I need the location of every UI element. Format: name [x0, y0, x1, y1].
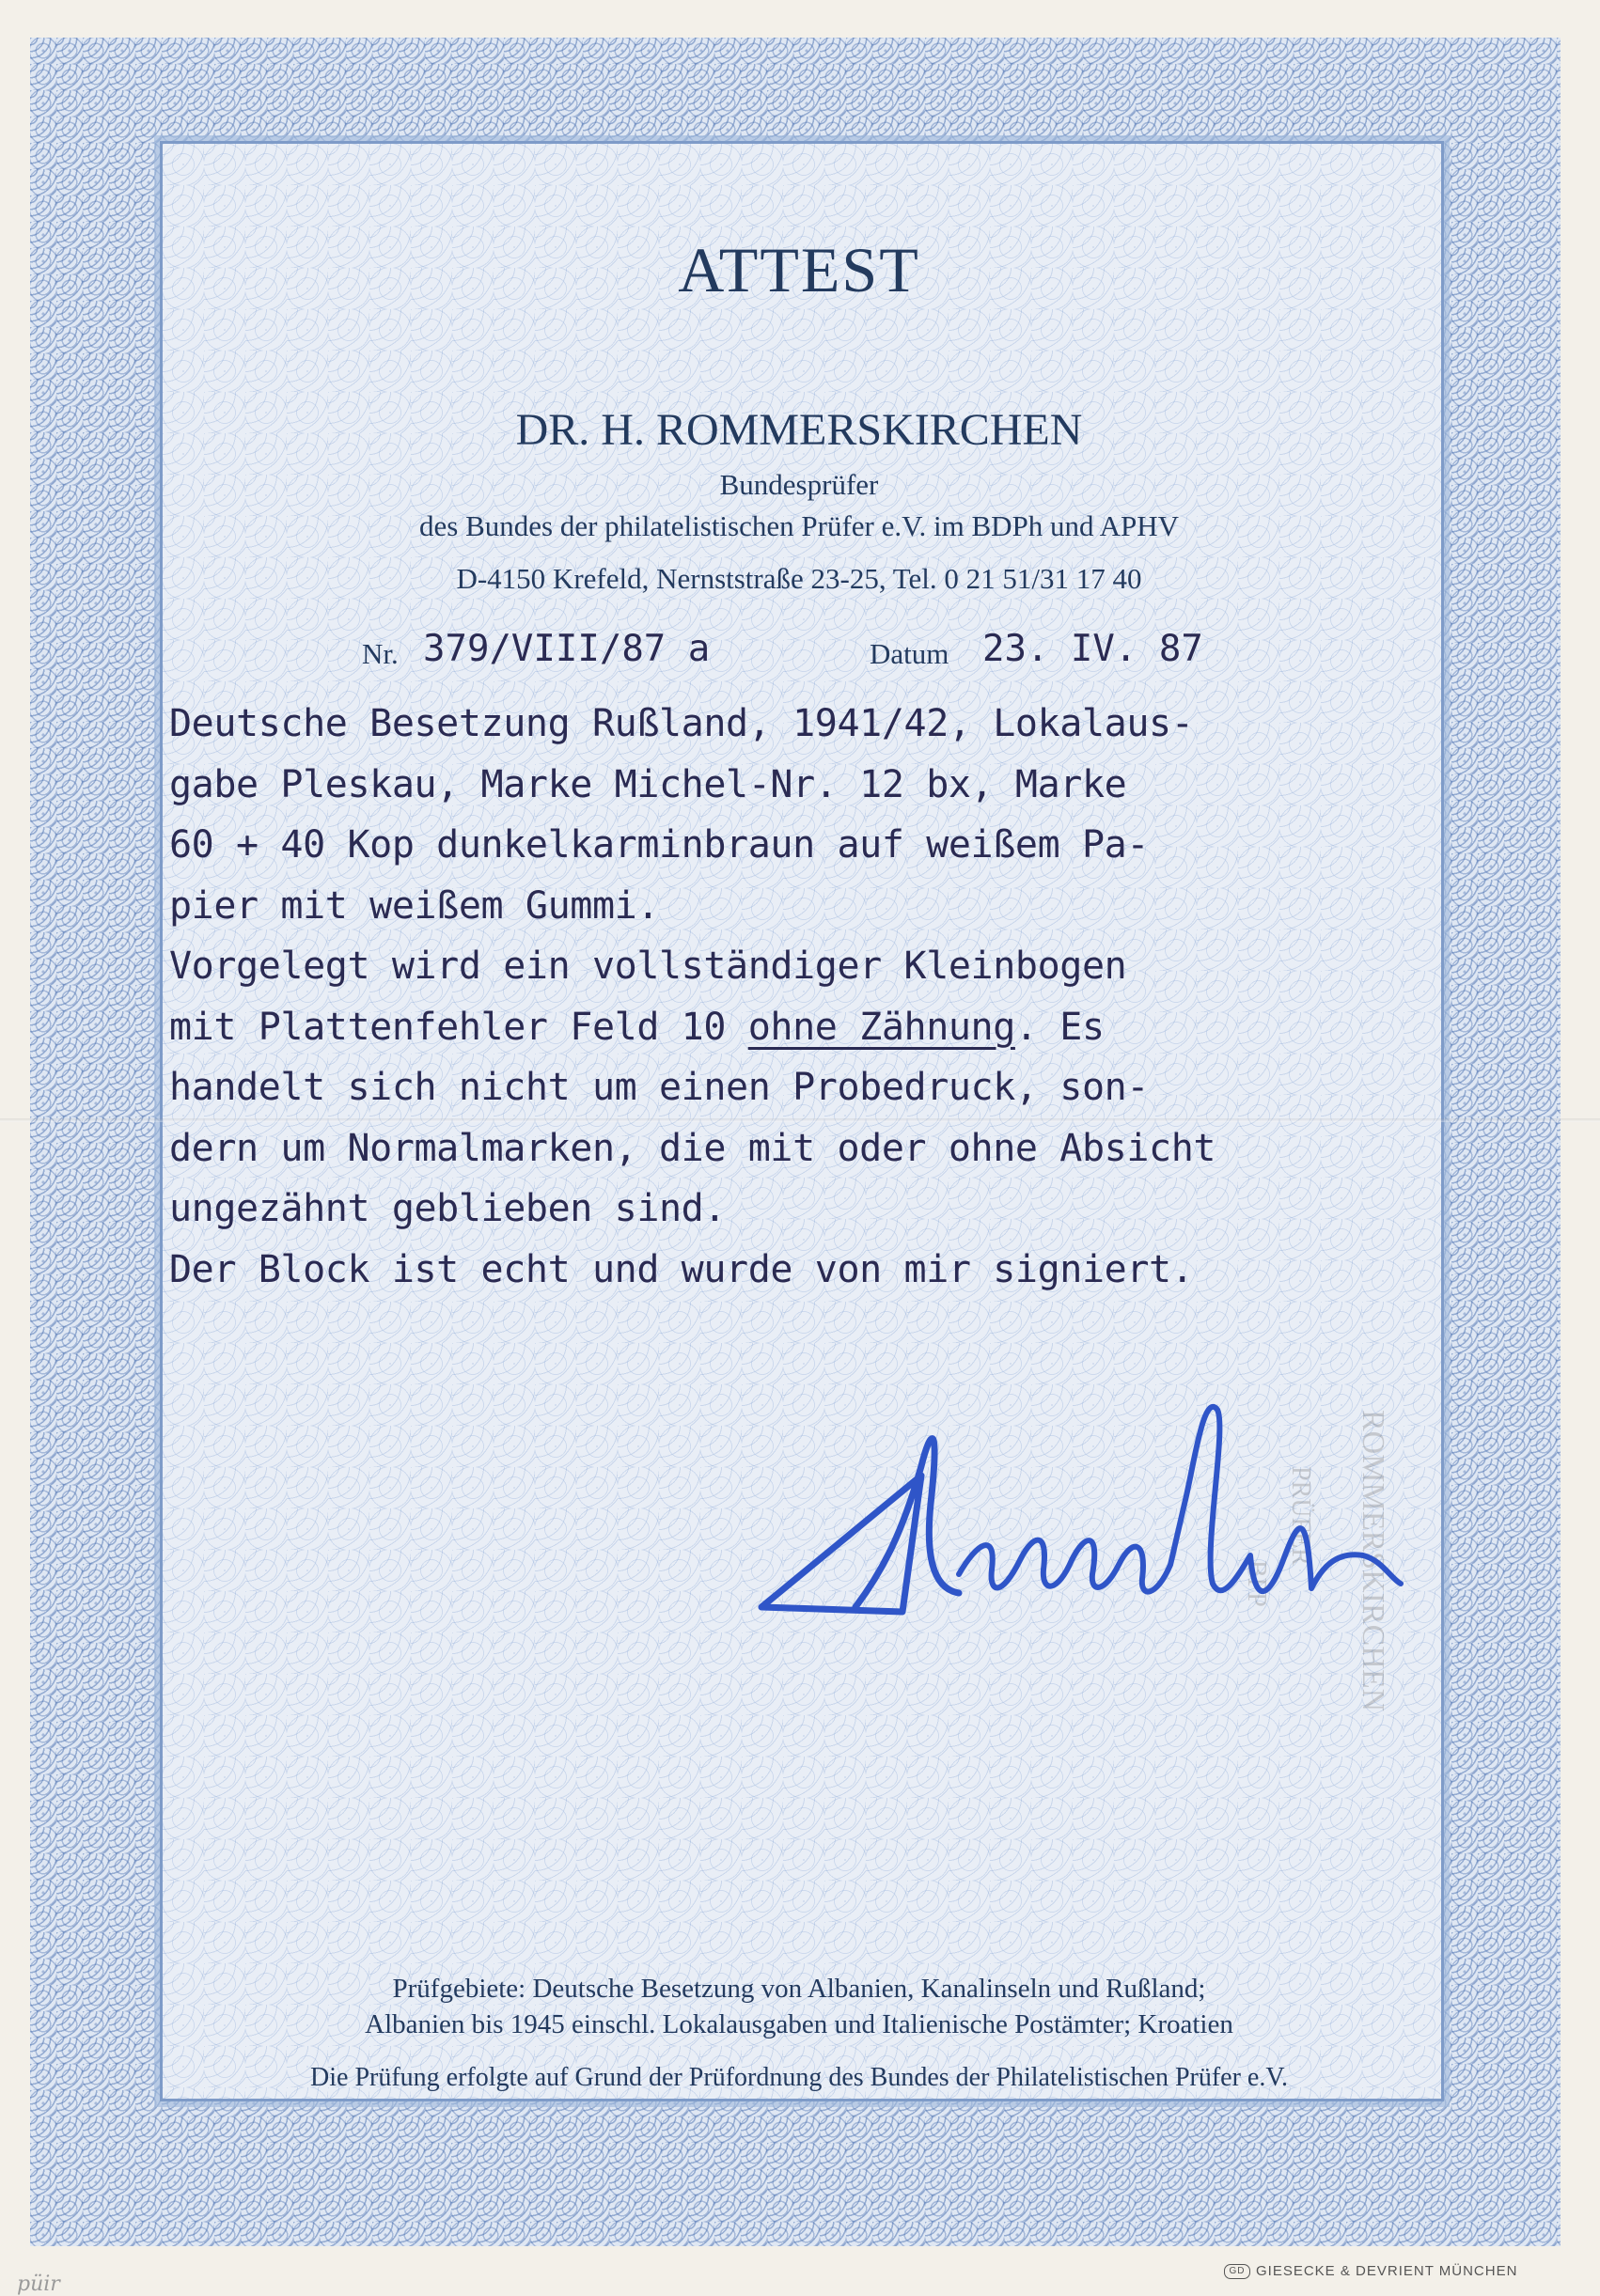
nr-label: Nr. [362, 637, 399, 670]
signature [743, 1391, 1438, 1635]
body-line-error [169, 997, 1504, 1058]
body-line: handelt sich nicht um einen Probedruck, son- [169, 1066, 1150, 1109]
printer-logo: GD [1224, 2264, 1250, 2279]
body-text-segment: mit Plattenfehler Feld 10 [169, 1005, 748, 1049]
printer-imprint [1224, 2263, 1517, 2279]
association-line: des Bundes der philatelistischen Prüfer e.V. im BDPh und APHV [419, 509, 1179, 542]
nr-value: 379/VIII/87 a [423, 628, 711, 670]
printer-name: GIESECKE & DEVRIENT MÜNCHEN [1256, 2263, 1518, 2279]
record-row [362, 628, 1302, 675]
body-line: ungezähnt geblieben sind. [169, 1187, 727, 1230]
scope-line-2: Albanien bis 1945 einschl. Lokalausgaben und Italienische Postämter; Kroatien [365, 2009, 1233, 2039]
date-value: 23. IV. 87 [982, 628, 1203, 670]
body-line: dern um Normalmarken, die mit oder ohne Absicht [169, 1126, 1216, 1170]
scope-line-1: Prüfgebiete: Deutsche Besetzung von Albanien, Kanalinseln und Rußland; [392, 1974, 1206, 2004]
body-line: 60 + 40 Kop dunkelkarminbraun auf weißem Pa- [169, 823, 1150, 867]
body-line: Vorgelegt wird ein vollständiger Kleinbogen [169, 945, 1127, 988]
body-text-segment: . Es [1014, 1005, 1105, 1049]
body-line: Deutsche Besetzung Rußland, 1941/42, Lokalaus- [169, 702, 1194, 745]
pencil-note: püir [17, 2273, 60, 2296]
stamp-line-3: BPP [1242, 1560, 1271, 1607]
date-label: Datum [870, 637, 949, 670]
body-line: Der Block ist echt und wurde von mir signiert. [169, 1247, 1194, 1291]
certificate-body [169, 694, 1504, 1300]
certificate-title: ATTEST [678, 234, 920, 305]
body-line: gabe Pleskau, Marke Michel-Nr. 12 bx, Marke [169, 762, 1127, 806]
examiner-role: Bundesprüfer [719, 468, 879, 501]
underlined-phrase: ohne Zähnung [747, 1005, 1015, 1049]
stamp-line-1: ROMMERSKIRCHEN [1356, 1410, 1390, 1712]
stamp-line-2: PRÜFER [1286, 1466, 1315, 1566]
address-line: D-4150 Krefeld, Nernststraße 23-25, Tel. 0 21 51/31 17 40 [456, 562, 1142, 595]
body-line: pier mit weißem Gummi. [169, 883, 660, 928]
regulation-line: Die Prüfung erfolgte auf Grund der Prüfordnung des Bundes der Philatelistischen Prüfer e.V. [310, 2063, 1288, 2092]
examiner-name: DR. H. ROMMERSKIRCHEN [515, 405, 1083, 455]
